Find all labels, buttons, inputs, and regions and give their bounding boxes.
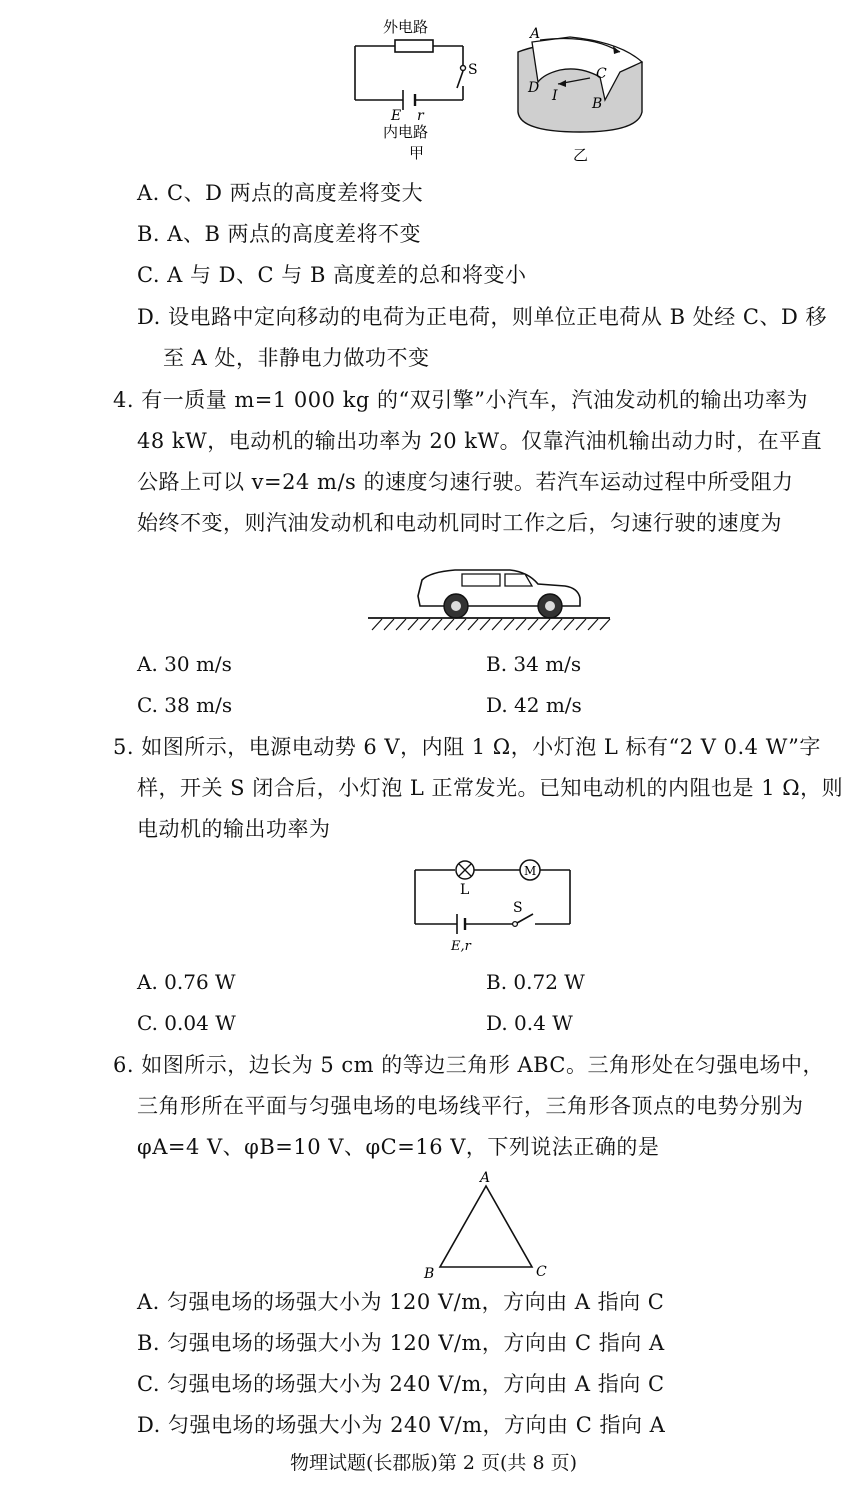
motor-label: M (524, 864, 537, 878)
q5-option-b: B. 0.72 W (486, 970, 585, 994)
q3-option-c: C. A 与 D、C 与 B 高度差的总和将变小 (137, 263, 527, 287)
resistor (395, 40, 433, 52)
figure-cell-yi (510, 22, 655, 172)
outer-circuit-label: 外电路 (383, 18, 429, 36)
switch-label: S (513, 900, 523, 916)
car-illustration (360, 548, 615, 633)
q4-option-d: D. 42 m/s (486, 693, 582, 717)
q6-stem-line1: 6. 如图所示，边长为 5 cm 的等边三角形 ABC。三角形处在匀强电场中， (113, 1053, 825, 1077)
current-i-label: I (552, 88, 558, 104)
q5-option-d: D. 0.4 W (486, 1011, 573, 1035)
vertex-c-label: C (536, 1264, 547, 1280)
figure-circuit-jia (345, 10, 490, 170)
page-footer: 物理试题(长郡版)第 2 页(共 8 页) (290, 1452, 577, 1474)
point-a-label: A (530, 26, 541, 42)
q6-option-d: D. 匀强电场的场强大小为 240 V/m，方向由 C 指向 A (137, 1413, 666, 1437)
q3-option-a: A. C、D 两点的高度差将变大 (137, 181, 424, 205)
point-d-label: D (528, 80, 540, 96)
figure-lamp-motor-circuit (405, 852, 585, 957)
q4-option-a: A. 30 m/s (137, 652, 232, 676)
q5-stem-line3: 电动机的输出功率为 (137, 817, 331, 841)
q4-option-b: B. 34 m/s (486, 652, 582, 676)
q3-option-b: B. A、B 两点的高度差将不变 (137, 222, 422, 246)
q3-option-d-line2: 至 A 处，非静电力做功不变 (163, 346, 430, 370)
q5-stem-line1: 5. 如图所示，电源电动势 6 V，内阻 1 Ω，小灯泡 L 标有“2 V 0.4 W”字 (113, 735, 821, 759)
source-label: E,r (451, 939, 471, 954)
point-b-label: B (592, 96, 603, 112)
figure-caption-yi: 乙 (573, 146, 589, 164)
q6-stem-line2: 三角形所在平面与匀强电场的电场线平行，三角形各顶点的电势分别为 (137, 1094, 804, 1118)
triangle (440, 1186, 532, 1267)
point-c-label: C (596, 66, 607, 82)
figure-caption-jia: 甲 (409, 144, 425, 162)
q4-stem-line2: 48 kW，电动机的输出功率为 20 kW。仅靠汽油机输出动力时，在平直 (137, 429, 823, 453)
internal-r-label: r (417, 108, 424, 124)
switch-label: S (468, 62, 478, 78)
figure-triangle-abc (420, 1170, 555, 1282)
q6-stem-line3: φA=4 V、φB=10 V、φC=16 V，下列说法正确的是 (137, 1135, 660, 1159)
q6-option-c: C. 匀强电场的场强大小为 240 V/m，方向由 A 指向 C (137, 1372, 665, 1396)
q5-option-a: A. 0.76 W (137, 970, 236, 994)
q6-option-a: A. 匀强电场的场强大小为 120 V/m，方向由 A 指向 C (137, 1290, 665, 1314)
q5-stem-line2: 样，开关 S 闭合后，小灯泡 L 正常发光。已知电动机的内阻也是 1 Ω，则 (137, 776, 844, 800)
q4-option-c: C. 38 m/s (137, 693, 233, 717)
emf-label: E (391, 108, 402, 124)
vertex-b-label: B (424, 1266, 435, 1282)
q5-option-c: C. 0.04 W (137, 1011, 236, 1035)
switch-blade (457, 71, 463, 88)
q6-option-b: B. 匀强电场的场强大小为 120 V/m，方向由 C 指向 A (137, 1331, 665, 1355)
lamp-label: L (460, 882, 470, 898)
vertex-a-label: A (480, 1170, 491, 1186)
q4-stem-line1: 4. 有一质量 m=1 000 kg 的“双引擎”小汽车，汽油发动机的输出功率为 (113, 388, 809, 412)
q4-stem-line3: 公路上可以 v=24 m/s 的速度匀速行驶。若汽车运动过程中所受阻力 (137, 470, 794, 494)
q4-stem-line4: 始终不变，则汽油发动机和电动机同时工作之后，匀速行驶的速度为 (137, 511, 782, 535)
inner-circuit-label: 内电路 (383, 123, 429, 141)
q3-option-d-line1: D. 设电路中定向移动的电荷为正电荷，则单位正电荷从 B 处经 C、D 移 (137, 305, 827, 329)
